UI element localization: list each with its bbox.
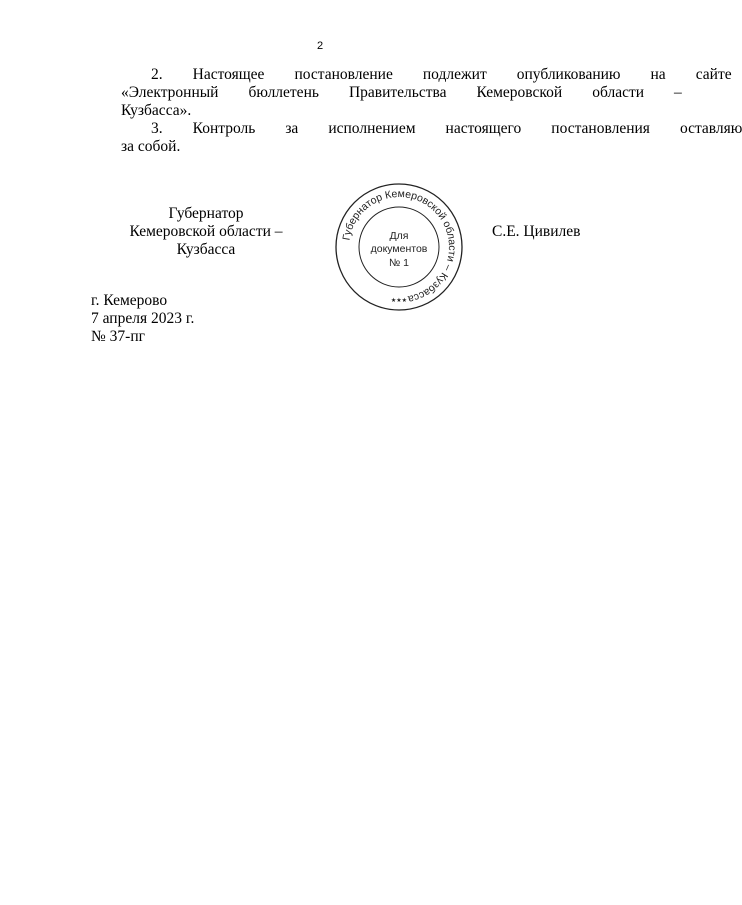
signatory-title-line-1: Губернатор [168, 205, 244, 222]
word: за [285, 120, 299, 137]
word: «Электронный [121, 84, 219, 101]
word: области [592, 84, 645, 101]
word: постановление [294, 66, 393, 83]
signatory-title-line-2: Кемеровской области – Кузбасса [129, 223, 283, 258]
word: 2. [151, 66, 163, 83]
word: сайте [695, 66, 732, 83]
word: Контроль [192, 120, 256, 137]
word: постановления [551, 120, 650, 137]
word: Кемеровской [476, 84, 563, 101]
word: оставляю [679, 120, 742, 137]
word: настоящего [445, 120, 522, 137]
word: бюллетень [248, 84, 319, 101]
word: 3. [151, 120, 163, 137]
paragraph-2 [91, 66, 732, 120]
seal-stars: ★★★ [390, 297, 408, 304]
seal-center-line-1: Для [389, 230, 409, 242]
paragraph-3 [91, 120, 742, 156]
paragraph-3-line-1 [91, 120, 742, 138]
word: опубликованию [516, 66, 621, 83]
word: исполнением [328, 120, 416, 137]
seal-center-line-2: документов [370, 243, 428, 255]
body-text [91, 66, 742, 156]
document-date: 7 апреля 2023 г. [91, 310, 195, 327]
document-footer [91, 292, 194, 346]
official-seal [333, 181, 465, 313]
word: Настоящее [192, 66, 265, 83]
seal-ring-text: Губернатор Кемеровской области – Кузбасса [340, 187, 459, 306]
document-city: г. Кемерово [91, 292, 168, 309]
paragraph-2-line-3: Кузбасса». [121, 102, 192, 119]
signatory-name: С.Е. Цивилев [492, 223, 581, 240]
word: – [674, 84, 682, 101]
signatory-title [100, 205, 312, 259]
word: подлежит [422, 66, 487, 83]
word: на [650, 66, 666, 83]
word: Правительства [348, 84, 447, 101]
paragraph-3-line-2: за собой. [121, 138, 181, 155]
page-number: 2 [316, 40, 324, 52]
paragraph-2-line-1 [91, 66, 732, 84]
seal-center-line-3: № 1 [388, 257, 410, 269]
document-number: № 37-пг [91, 328, 145, 345]
paragraph-2-line-2 [91, 84, 682, 102]
